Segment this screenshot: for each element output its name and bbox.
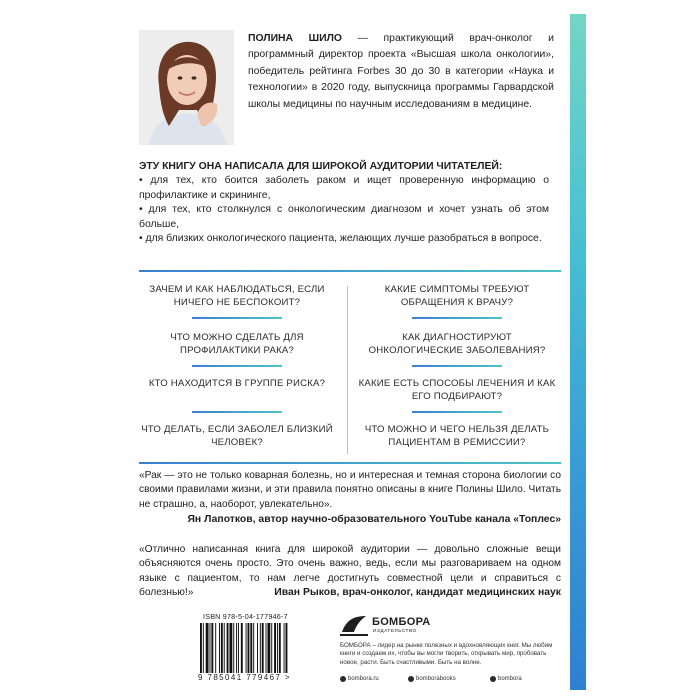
isbn: ISBN 978-5-04-177946-7 [203,612,288,621]
social-vk[interactable] [408,676,456,682]
question-left-4: ЧТО ДЕЛАТЬ, ЕСЛИ ЗАБОЛЕЛ БЛИЗКИЙ ЧЕЛОВЕК? [141,424,333,449]
question-underline [192,365,282,367]
audience-title: ЭТУ КНИГУ ОНА НАПИСАЛА ДЛЯ ШИРОКОЙ АУДИТОРИИ ЧИТАТЕЛЕЙ: [139,161,503,172]
question-underline [192,317,282,319]
question-right-1: КАКИЕ СИМПТОМЫ ТРЕБУЮТ ОБРАЩЕНИЯ К ВРАЧУ? [384,284,530,309]
social-telegram-label: bombora [498,676,522,682]
social-links [340,676,562,686]
author-name: ПОЛИНА ШИЛО [248,33,342,44]
author-photo [139,30,234,145]
globe-icon [340,676,346,682]
author-bio-text: — практикующий врач-онколог и программный директор проекта «Высшая школа онкологии», победитель рейтинга Forbes 30 до 30 в категории «Наука и технологии» в 2020 году, выпускница программы Гарвардской школы медицины по научным исследованиям в медицине. [248,33,554,110]
question-underline [412,317,502,319]
vk-icon [408,676,414,682]
bombora-logo-icon [340,614,368,636]
column-divider [347,286,348,454]
section-divider [139,270,561,272]
question-left-1: ЗАЧЕМ И КАК НАБЛЮДАТЬСЯ, ЕСЛИ НИЧЕГО НЕ БЕСПОКОИТ? [149,284,325,309]
audience-item: • для тех, кто столкнулся с онкологическим диагнозом и хочет узнать об этом больше, [139,204,549,230]
question-underline [192,411,282,413]
social-telegram[interactable] [490,676,522,682]
audience-list [139,174,549,247]
gradient-edge-strip [570,14,586,690]
audience-item: • для близких онкологического пациента, желающих лучше разобраться в вопросе. [139,233,542,245]
question-underline [412,411,502,413]
social-vk-label: bomborabooks [416,676,456,682]
quote-2-attribution: Иван Рыков, врач-онколог, кандидат медицинских наук [274,587,561,598]
quote-2-text: «Отлично написанная книга для широкой аудитории — довольно сложные вещи объясняются очень просто. Это очень важно, ведь, если мы разговариваем на одном языке с пациентом, то нам легче достигнуть совместной цели и справиться с болезнью!» [139,544,561,599]
audience-item: • для тех, кто боится заболеть раком и ищет проверенную информацию о профилактике и скрининге, [139,175,549,201]
barcode-number: 9 785041 779467 > [198,673,291,682]
publisher-description: БОМБОРА – лидер на рынке полезных и вдохновляющих книг. Мы любим книги и создаем их, чтобы вы могли творить, открывать мир, пробовать новое, расти. Быть счастливыми. Быть на волне. [340,642,553,666]
author-bio [248,31,554,113]
question-underline [412,365,502,367]
telegram-icon [490,676,496,682]
question-left-3: КТО НАХОДИТСЯ В ГРУППЕ РИСКА? [148,378,326,389]
publisher-sub: ИЗДАТЕЛЬСТВО [373,629,417,634]
question-right-4: ЧТО МОЖНО И ЧЕГО НЕЛЬЗЯ ДЕЛАТЬ ПАЦИЕНТАМ В РЕМИССИИ? [364,424,550,449]
question-right-3: КАКИЕ ЕСТЬ СПОСОБЫ ЛЕЧЕНИЯ И КАК ЕГО ПОДБИРАЮТ? [358,378,556,403]
question-right-2: КАК ДИАГНОСТИРУЮТ ОНКОЛОГИЧЕСКИЕ ЗАБОЛЕВАНИЯ? [368,332,546,357]
question-left-2: ЧТО МОЖНО СДЕЛАТЬ ДЛЯ ПРОФИЛАКТИКИ РАКА? [170,332,304,357]
section-divider [139,462,561,464]
quote-1-text: «Рак — это не только коварная болезнь, но и интересная и темная сторона биологии со своими правилами жизни, и эти правила понятно описаны в книге Полины Шило. Читать не страшно, а, наоборот, увлекательно». [139,470,561,510]
quote-1-attribution: Ян Лапотков, автор научно-образовательного YouTube канала «Топлес» [187,514,561,525]
publisher-name: БОМБОРА [372,616,431,628]
social-site[interactable] [340,676,379,682]
social-site-label: bombora.ru [348,676,379,682]
